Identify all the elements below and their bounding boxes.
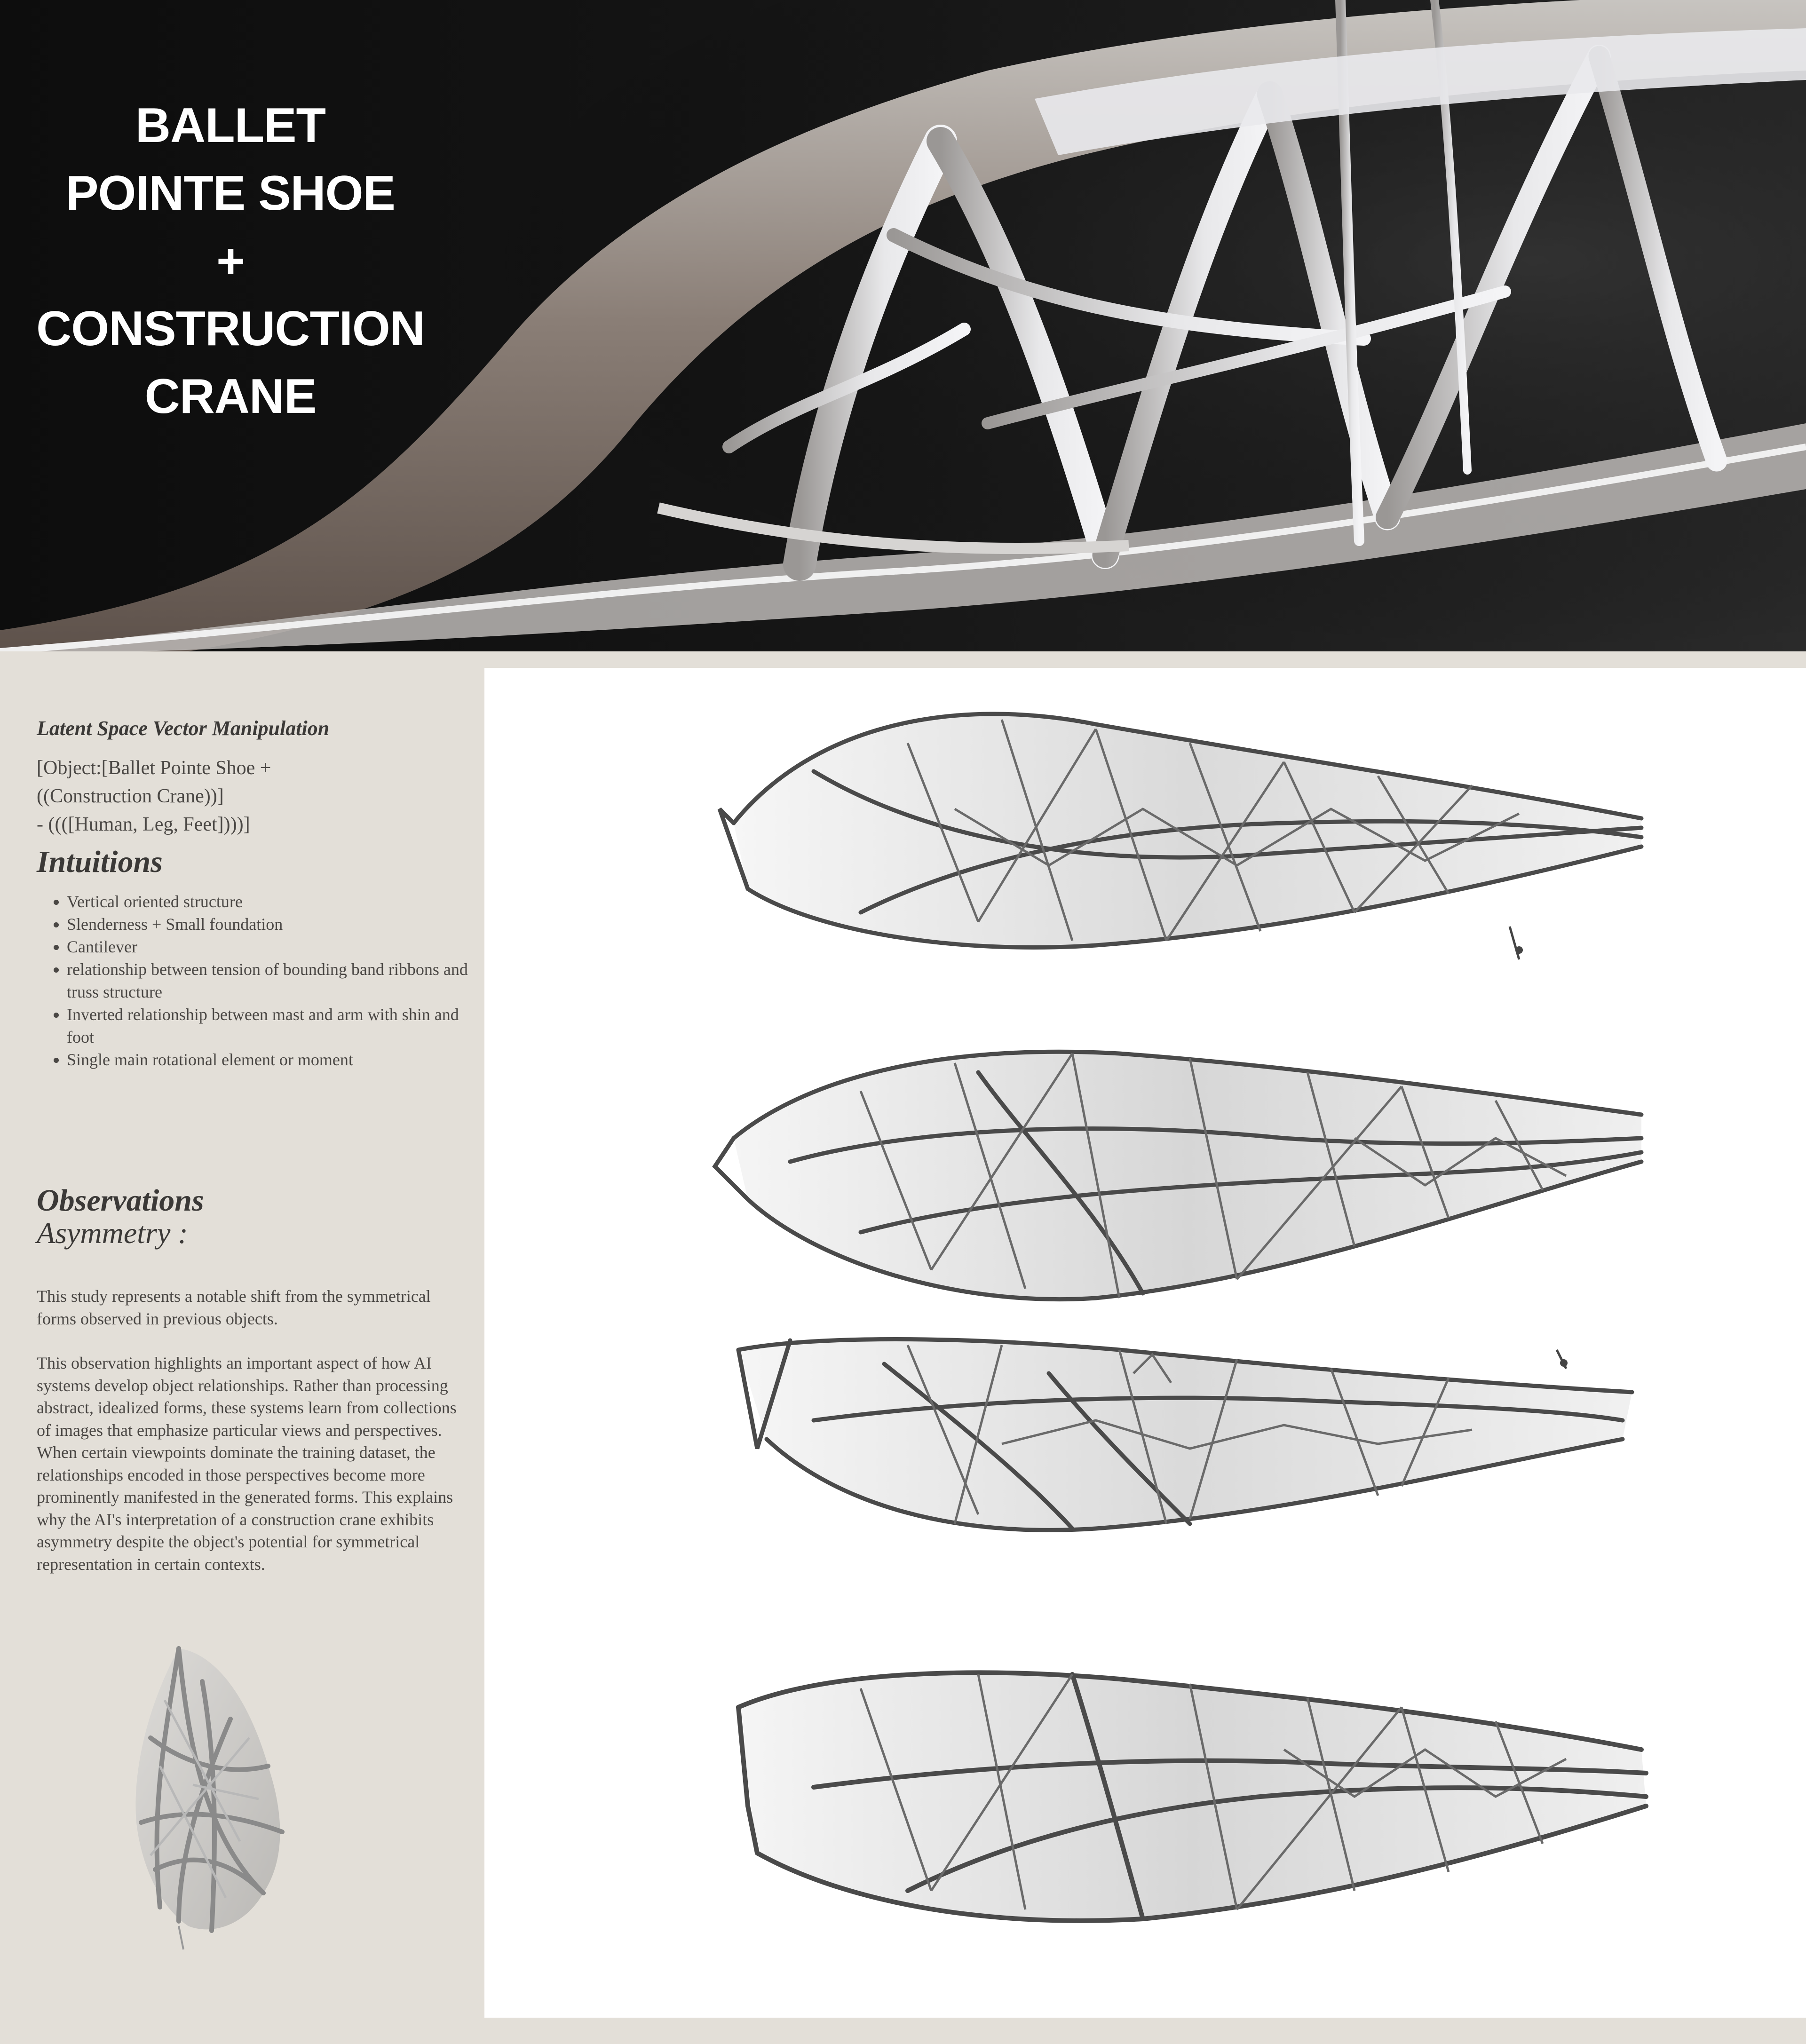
intuitions-list xyxy=(42,890,490,1071)
crane-shoe-render xyxy=(738,1673,1646,1921)
crane-shoe-render xyxy=(738,1339,1632,1530)
intuitions-heading: Intuitions xyxy=(37,845,163,879)
list-item: • Cantilever xyxy=(67,935,490,958)
hero-title-line: CONSTRUCTION xyxy=(36,301,425,356)
prompt-line: - ((([Human, Leg, Feet])))] xyxy=(37,814,250,835)
latent-space-heading: Latent Space Vector Manipulation xyxy=(37,717,330,740)
list-item: • Inverted relationship between mast and arm with shin and foot xyxy=(67,1003,490,1048)
hero-banner xyxy=(0,0,1806,651)
observation-paragraph: This study represents a notable shift from the symmetrical forms observed in previous objects. xyxy=(37,1287,431,1328)
prompt-line: ((Construction Crane))] xyxy=(37,785,224,807)
hero-title xyxy=(28,92,433,430)
list-item: • Vertical oriented structure xyxy=(67,890,490,913)
list-item: • Slenderness + Small foundation xyxy=(67,913,490,935)
asymmetry-heading: Asymmetry : xyxy=(37,1216,188,1250)
prompt-line: [Object:[Ballet Pointe Shoe + xyxy=(37,757,271,779)
hero-title-line: + xyxy=(216,234,245,288)
observations-heading: Observations xyxy=(37,1183,204,1218)
prompt-block xyxy=(37,754,271,839)
hero-title-line: BALLET xyxy=(135,98,326,153)
hero-title-line: CRANE xyxy=(144,369,317,424)
observation-paragraph: This observation highlights an important aspect of how AI systems develop object relationships. Rather than processing abstract, idealized forms, these systems learn from collections of images that emphasize particular views and perspectives. When certain viewpoints dominate the training dataset, the relationships encoded in those perspectives become more prominently manifested in the generated forms. This explains why the AI's interpretation of a construction crane exhibits asymmetry despite the object's potential for symmetrical representation in certain contexts. xyxy=(37,1354,457,1574)
vertical-render-thumbnail xyxy=(108,1644,320,1954)
list-item: • relationship between tension of bounding band ribbons and truss structure xyxy=(67,958,490,1003)
text-panel xyxy=(0,651,484,2044)
crane-shoe-render xyxy=(720,714,1641,959)
render-panel xyxy=(484,668,1806,2018)
crane-shoe-render xyxy=(715,1052,1641,1299)
hero-title-line: POINTE SHOE xyxy=(66,166,395,221)
list-item: • Single main rotational element or moment xyxy=(67,1048,490,1071)
